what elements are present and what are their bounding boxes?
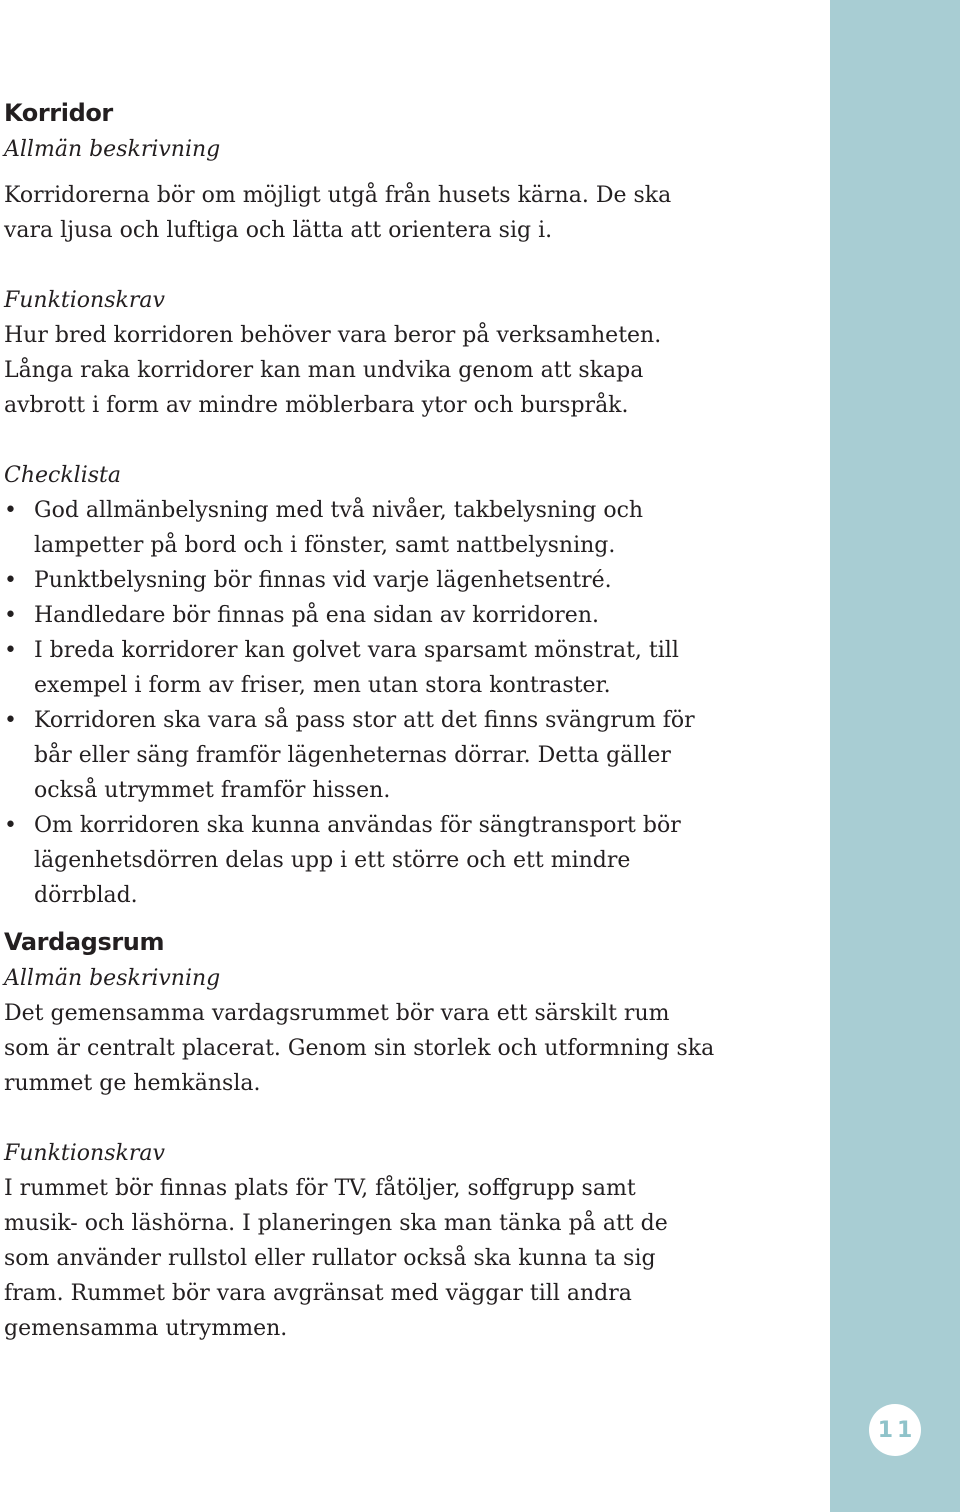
corridor-function-heading: Funktionskrav xyxy=(4,288,165,313)
text-line: också utrymmet framför hissen. xyxy=(34,778,391,803)
checklist-item xyxy=(4,703,809,808)
corridor-function-text xyxy=(4,318,809,423)
text-line: musik- och läshörna. I planeringen ska man tänka på att de xyxy=(4,1211,668,1236)
text-line: I rummet bör finnas plats för TV, fåtöljer, soffgrupp samt xyxy=(4,1176,636,1201)
text-line: Korridoren ska vara så pass stor att det finns svängrum för xyxy=(34,708,695,733)
corridor-section xyxy=(4,94,809,913)
bullet-icon: • xyxy=(4,498,17,523)
text-line: Långa raka korridorer kan man undvika genom att skapa xyxy=(4,358,644,383)
text-line: Hur bred korridoren behöver vara beror på verksamheten. xyxy=(4,323,662,348)
living-function-text xyxy=(4,1171,809,1346)
bullet-icon: • xyxy=(4,708,17,733)
bullet-icon: • xyxy=(4,638,17,663)
text-line: lägenhetsdörren delas upp i ett större och ett mindre xyxy=(34,848,631,873)
text-line: som är centralt placerat. Genom sin storlek och utformning ska xyxy=(4,1036,715,1061)
text-line: lampetter på bord och i fönster, samt nattbelysning. xyxy=(34,533,616,558)
living-room-section xyxy=(4,923,809,1346)
bullet-icon: • xyxy=(4,603,17,628)
text-line: Punktbelysning bör finnas vid varje lägenhetsentré. xyxy=(34,568,612,593)
corridor-general-text xyxy=(4,178,809,248)
text-line: Handledare bör finnas på ena sidan av korridoren. xyxy=(34,603,599,628)
text-line: som använder rullstol eller rullator också ska kunna ta sig xyxy=(4,1246,656,1271)
living-general-text xyxy=(4,996,809,1101)
checklist-item xyxy=(4,808,809,913)
text-line: vara ljusa och luftiga och lätta att orientera sig i. xyxy=(4,218,553,243)
text-line: rummet ge hemkänsla. xyxy=(4,1071,261,1096)
checklist-item xyxy=(4,493,809,563)
checklist-item xyxy=(4,598,809,633)
text-line: Det gemensamma vardagsrummet bör vara ett särskilt rum xyxy=(4,1001,670,1026)
text-line: dörrblad. xyxy=(34,883,138,908)
living-room-title: Vardagsrum xyxy=(4,928,165,956)
text-line: Om korridoren ska kunna användas för sängtransport bör xyxy=(34,813,681,838)
living-function-heading: Funktionskrav xyxy=(4,1141,165,1166)
corridor-checklist-heading: Checklista xyxy=(4,463,121,488)
living-general-heading: Allmän beskrivning xyxy=(4,966,221,991)
text-line: avbrott i form av mindre möblerbara ytor och burspråk. xyxy=(4,393,629,418)
text-line: exempel i form av friser, men utan stora kontraster. xyxy=(34,673,611,698)
sidebar-band xyxy=(830,0,960,1512)
text-line: Korridorerna bör om möjligt utgå från husets kärna. De ska xyxy=(4,183,672,208)
main-content xyxy=(4,94,809,1346)
corridor-general-heading: Allmän beskrivning xyxy=(4,137,221,162)
text-line: fram. Rummet bör vara avgränsat med väggar till andra xyxy=(4,1281,632,1306)
checklist-item xyxy=(4,563,809,598)
page-number: 11 xyxy=(877,1417,917,1443)
corridor-checklist xyxy=(4,493,809,913)
text-line: God allmänbelysning med två nivåer, takbelysning och xyxy=(34,498,644,523)
bullet-icon: • xyxy=(4,568,17,593)
text-line: I breda korridorer kan golvet vara sparsamt mönstrat, till xyxy=(34,638,679,663)
text-line: bår eller säng framför lägenheternas dörrar. Detta gäller xyxy=(34,743,671,768)
page-number-badge xyxy=(869,1404,921,1456)
bullet-icon: • xyxy=(4,813,17,838)
corridor-title: Korridor xyxy=(4,99,113,127)
checklist-item xyxy=(4,633,809,703)
text-line: gemensamma utrymmen. xyxy=(4,1316,288,1341)
